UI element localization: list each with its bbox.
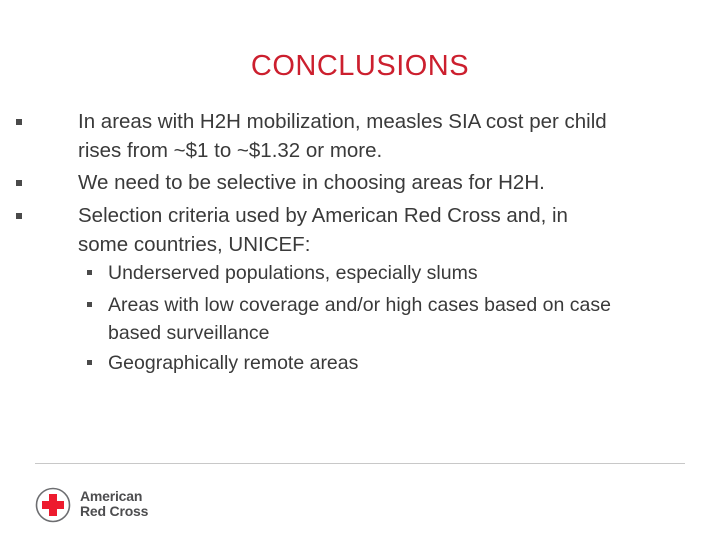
square-bullet-icon	[16, 180, 22, 186]
sub-bullet-item	[108, 349, 698, 377]
logo-wordmark	[80, 489, 148, 519]
logo-text-line: American	[80, 488, 143, 504]
american-red-cross-logo	[35, 486, 235, 526]
bullet-text-line: In areas with H2H mobilization, measles SIA cost per child	[78, 110, 607, 133]
sub-bullet-item	[108, 259, 698, 287]
bullet-text-line: some countries, UNICEF:	[78, 233, 311, 256]
square-bullet-icon	[87, 360, 92, 365]
bullet-text-line: Areas with low coverage and/or high cases based on case	[108, 294, 611, 316]
bullet-text-line: Selection criteria used by American Red Cross and, in	[78, 204, 568, 227]
footer-divider	[35, 463, 685, 464]
square-bullet-icon	[16, 119, 22, 125]
bullet-text-line: rises from ~$1 to ~$1.32 or more.	[78, 139, 383, 162]
bullet-item	[78, 201, 690, 259]
bullet-text-line: Geographically remote areas	[108, 352, 359, 374]
sub-bullet-item	[108, 291, 698, 347]
bullet-item	[78, 107, 690, 165]
square-bullet-icon	[16, 213, 22, 219]
logo-text-line: Red Cross	[80, 503, 149, 519]
bullet-item	[78, 168, 690, 197]
bullet-text-line: based surveillance	[108, 322, 270, 344]
square-bullet-icon	[87, 302, 92, 307]
slide-title: CONCLUSIONS	[250, 50, 470, 82]
bullet-text-line: We need to be selective in choosing areas for H2H.	[78, 171, 545, 194]
red-cross-icon	[35, 487, 71, 523]
square-bullet-icon	[87, 270, 92, 275]
bullet-text-line: Underserved populations, especially slums	[108, 262, 478, 284]
